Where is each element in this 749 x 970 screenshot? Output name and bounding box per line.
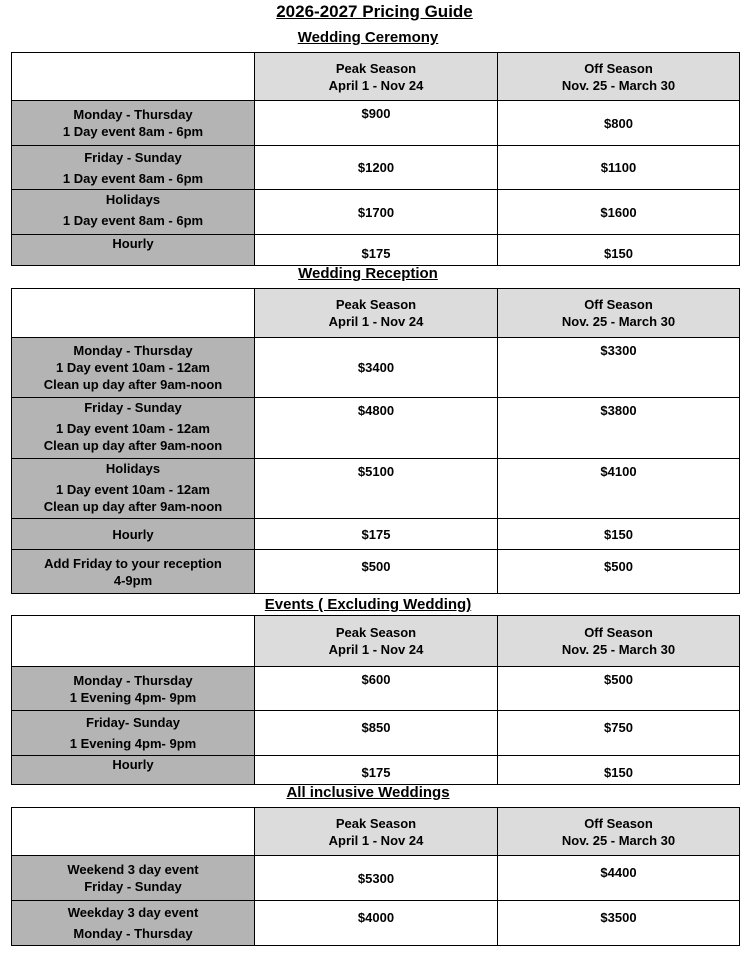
table-row	[12, 146, 740, 190]
row-label: Friday - Sunday 1 Day event 8am - 6pm	[12, 146, 255, 190]
row-label: Hourly	[12, 235, 255, 266]
ceremony-title: Wedding Ceremony	[297, 29, 439, 46]
page-title: 2026-2027 Pricing Guide	[276, 2, 473, 21]
peak-season-header: Peak Season April 1 - Nov 24	[255, 53, 498, 101]
off-price: $3800	[498, 398, 740, 459]
off-price: $150	[498, 235, 740, 266]
row-label: Friday- Sunday 1 Evening 4pm- 9pm	[12, 711, 255, 756]
off-price: $4100	[498, 459, 740, 519]
peak-price: $4800	[255, 398, 498, 459]
peak-price: $175	[255, 756, 498, 785]
off-price: $750	[498, 711, 740, 756]
table-row	[12, 667, 740, 711]
table-row	[12, 711, 740, 756]
off-season-header: Off Season Nov. 25 - March 30	[498, 616, 740, 667]
peak-price: $1700	[255, 190, 498, 235]
off-price: $3300	[498, 338, 740, 398]
table-row	[12, 756, 740, 785]
corner-cell	[12, 616, 255, 667]
table-row	[12, 550, 740, 594]
peak-price: $600	[255, 667, 498, 711]
table-row	[12, 901, 740, 946]
inclusive-title: All inclusive Weddings	[286, 784, 450, 801]
corner-cell	[12, 53, 255, 101]
peak-price: $175	[255, 519, 498, 550]
row-label: Add Friday to your reception 4-9pm	[12, 550, 255, 594]
row-label: Holidays 1 Day event 10am - 12am Clean up day after 9am-noon	[12, 459, 255, 519]
row-label: Monday - Thursday 1 Evening 4pm- 9pm	[12, 667, 255, 711]
reception-table	[11, 288, 740, 594]
peak-price: $900	[255, 101, 498, 146]
row-label: Monday - Thursday 1 Day event 10am - 12am Clean up day after 9am-noon	[12, 338, 255, 398]
off-season-header: Off Season Nov. 25 - March 30	[498, 53, 740, 101]
events-title: Events ( Excluding Wedding)	[264, 596, 472, 613]
off-season-header: Off Season Nov. 25 - March 30	[498, 808, 740, 856]
table-row	[12, 856, 740, 901]
peak-price: $4000	[255, 901, 498, 946]
peak-price: $850	[255, 711, 498, 756]
table-row	[12, 190, 740, 235]
corner-cell	[12, 808, 255, 856]
row-label: Weekend 3 day event Friday - Sunday	[12, 856, 255, 901]
off-price: $3500	[498, 901, 740, 946]
off-season-header: Off Season Nov. 25 - March 30	[498, 289, 740, 338]
row-label: Weekday 3 day event Monday - Thursday	[12, 901, 255, 946]
off-price: $1600	[498, 190, 740, 235]
peak-price: $175	[255, 235, 498, 266]
table-header-row	[12, 53, 740, 101]
table-header-row	[12, 289, 740, 338]
peak-price: $500	[255, 550, 498, 594]
off-price: $150	[498, 519, 740, 550]
off-price: $500	[498, 667, 740, 711]
table-header-row	[12, 808, 740, 856]
table-row	[12, 459, 740, 519]
off-price: $500	[498, 550, 740, 594]
table-row	[12, 235, 740, 266]
peak-season-header: Peak Season April 1 - Nov 24	[255, 289, 498, 338]
events-table	[11, 615, 740, 785]
peak-price: $5300	[255, 856, 498, 901]
table-row	[12, 338, 740, 398]
peak-price: $5100	[255, 459, 498, 519]
peak-season-header: Peak Season April 1 - Nov 24	[255, 616, 498, 667]
off-price: $150	[498, 756, 740, 785]
corner-cell	[12, 289, 255, 338]
inclusive-table	[11, 807, 740, 946]
table-row	[12, 101, 740, 146]
peak-price: $3400	[255, 338, 498, 398]
ceremony-table	[11, 52, 740, 266]
row-label: Hourly	[12, 519, 255, 550]
table-header-row	[12, 616, 740, 667]
off-price: $1100	[498, 146, 740, 190]
table-row	[12, 519, 740, 550]
row-label: Friday - Sunday 1 Day event 10am - 12am Clean up day after 9am-noon	[12, 398, 255, 459]
peak-price: $1200	[255, 146, 498, 190]
table-row	[12, 398, 740, 459]
reception-title: Wedding Reception	[298, 265, 438, 282]
row-label: Monday - Thursday 1 Day event 8am - 6pm	[12, 101, 255, 146]
row-label: Holidays 1 Day event 8am - 6pm	[12, 190, 255, 235]
peak-season-header: Peak Season April 1 - Nov 24	[255, 808, 498, 856]
off-price: $4400	[498, 856, 740, 901]
row-label: Hourly	[12, 756, 255, 785]
off-price: $800	[498, 101, 740, 146]
